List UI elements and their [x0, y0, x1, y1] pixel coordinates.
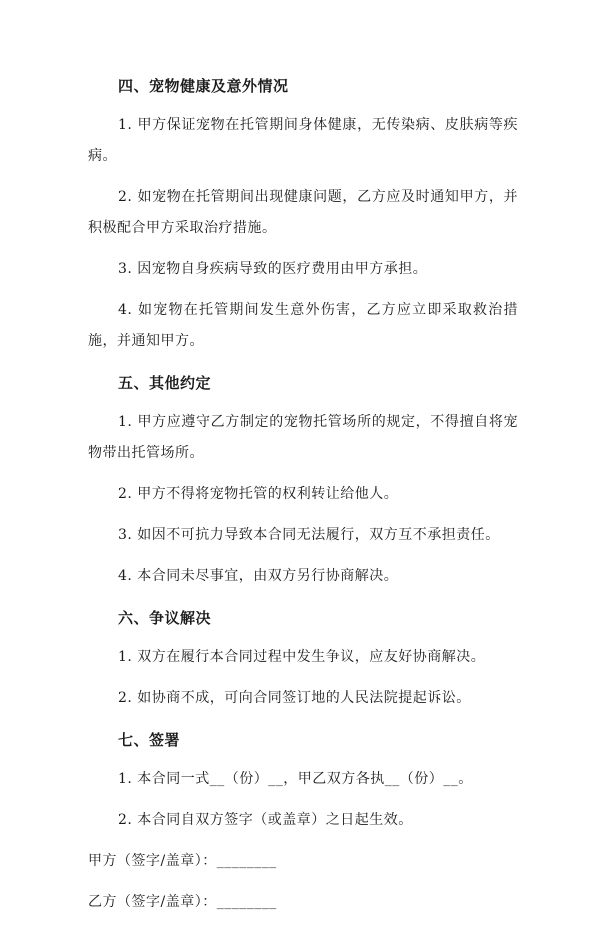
section-7-item-1: 1. 本合同一式__（份）__，甲乙双方各执__（份）__。 [118, 771, 473, 787]
section-6-item-1: 1. 双方在履行本合同过程中发生争议，应友好协商解决。 [118, 649, 486, 665]
party-b-signature-line: 乙方（签字/盖章）：________ [88, 894, 277, 910]
party-a-signature-line: 甲方（签字/盖章）：________ [88, 853, 277, 869]
section-7-item-2: 2. 本合同自双方签字（或盖章）之日起生效。 [118, 812, 413, 828]
section-5-heading: 五、其他约定 [118, 374, 212, 392]
section-4-heading: 四、宠物健康及意外情况 [118, 77, 289, 95]
section-5-item-1: 1. 甲方应遵守乙方制定的宠物托管场所的规定，不得擅自将宠物带出托管场所。 [88, 414, 518, 461]
section-5-item-2: 2. 甲方不得将宠物托管的权利转让给他人。 [118, 486, 399, 502]
section-4-item-4: 4. 如宠物在托管期间发生意外伤害，乙方应立即采取救治措施，并通知甲方。 [88, 302, 518, 349]
section-5-item-4: 4. 本合同未尽事宜，由双方另行协商解决。 [118, 568, 399, 584]
section-7-heading: 七、签署 [118, 731, 181, 749]
section-6-heading: 六、争议解决 [118, 609, 212, 627]
section-4-item-1: 1. 甲方保证宠物在托管期间身体健康，无传染病、皮肤病等疾病。 [88, 117, 518, 164]
section-6-item-2: 2. 如协商不成，可向合同签订地的人民法院提起诉讼。 [118, 690, 471, 706]
section-4-item-2: 2. 如宠物在托管期间出现健康问题，乙方应及时通知甲方，并积极配合甲方采取治疗措施。 [88, 189, 518, 236]
document-body [88, 70, 518, 928]
section-5-item-3: 3. 如因不可抗力导致本合同无法履行，双方互不承担责任。 [118, 527, 500, 543]
section-4-item-3: 3. 因宠物自身疾病导致的医疗费用由甲方承担。 [118, 261, 428, 277]
